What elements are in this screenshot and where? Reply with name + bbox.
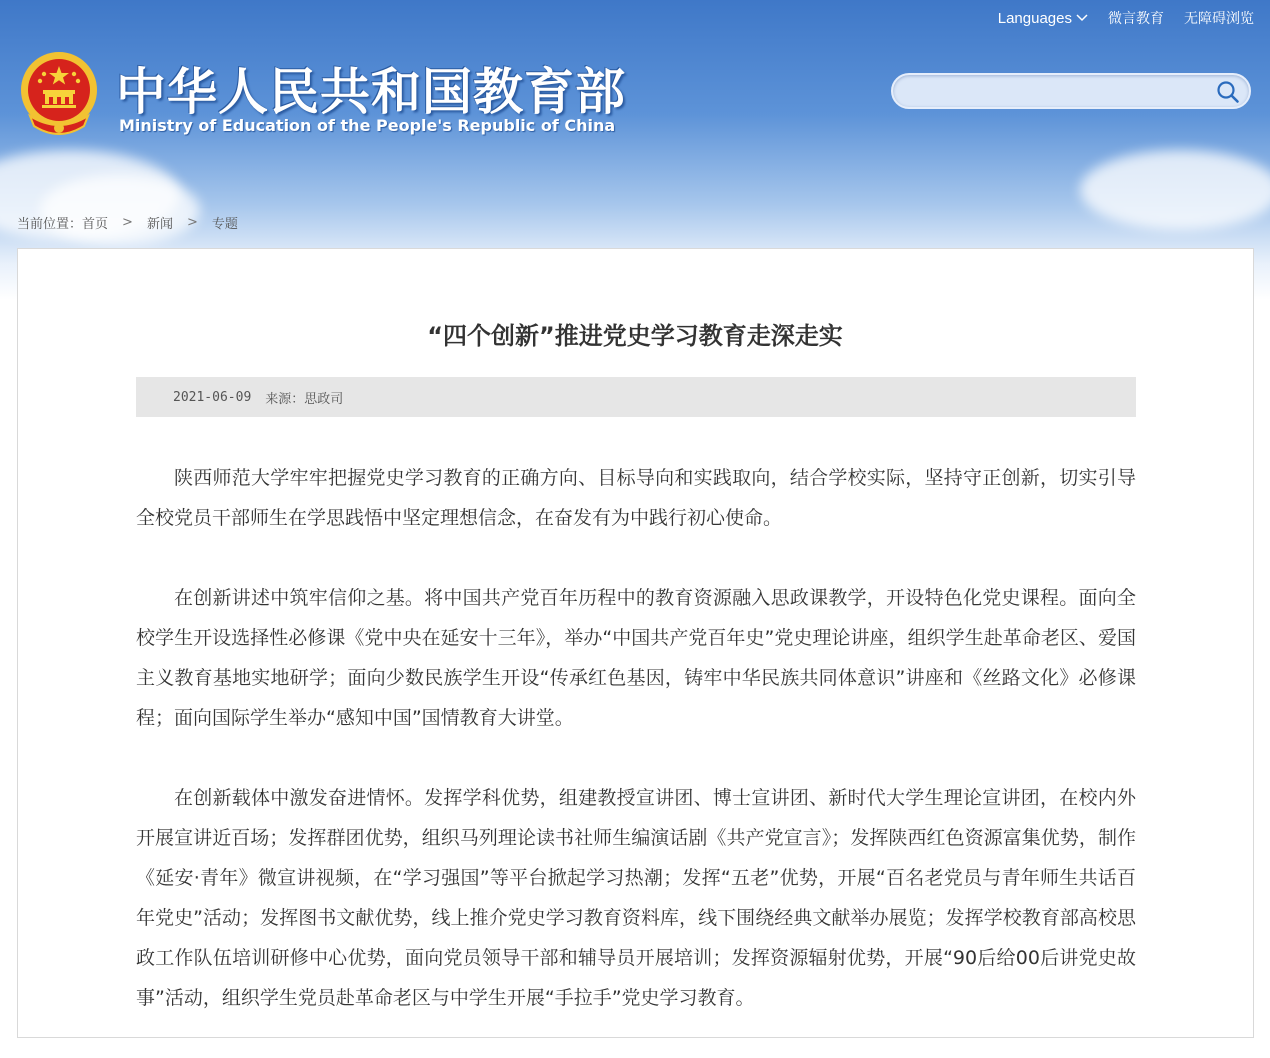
article-paragraph: 在创新载体中激发奋进情怀。发挥学科优势，组建教授宣讲团、博士宣讲团、新时代大学生理论宣讲团，在校内外开展宣讲近百场；发挥群团优势，组织马列理论读书社师生编演话剧《共产党宣言》；发挥陕西红色资源富集优势，制作《延安·青年》微宣讲视频，在“学习强国”等平台掀起学习热潮；发挥“五老”优势，开展“百名老党员与青年师生共话百年党史”活动；发挥图书文献优势，线上推介党史学习教育资料库，线下围绕经典文献举办展览；发挥学校教育部高校思政工作队伍培训研修中心优势，面向党员领导干部和辅导员开展培训；发挥资源辐射优势，开展“90后给00后讲党史故事”活动，组织学生党员赴革命老区与中学生开展“手拉手”党史学习教育。 <box>136 787 1136 1009</box>
breadcrumb-news[interactable]: 新闻 <box>146 217 173 232</box>
article-body <box>136 458 1136 1058</box>
article-meta <box>136 377 1136 417</box>
languages-dropdown[interactable] <box>998 10 1088 27</box>
article-date: 2021-06-09 <box>173 389 252 405</box>
search-input[interactable] <box>907 80 1211 104</box>
chevron-down-icon <box>1076 14 1088 22</box>
article-title: “四个创新”推进党史学习教育走深走实 <box>427 322 843 350</box>
cloud-decoration <box>40 175 200 245</box>
search-icon[interactable] <box>1215 79 1241 105</box>
chevron-right-icon: > <box>122 215 133 230</box>
weiyan-link[interactable]: 微言教育 <box>1108 11 1164 27</box>
accessible-browsing-link[interactable]: 无障碍浏览 <box>1184 11 1254 27</box>
site-subtitle[interactable]: Ministry of Education of the People's Republic of China <box>119 116 616 135</box>
breadcrumb <box>17 213 238 232</box>
breadcrumb-label: 当前位置： <box>17 217 83 232</box>
breadcrumb-home[interactable]: 首页 <box>82 217 109 232</box>
article-paragraph: 在创新讲述中筑牢信仰之基。将中国共产党百年历程中的教育资源融入思政课教学，开设特色化党史课程。面向全校学生开设选择性必修课《党中央在延安十三年》，举办“中国共产党百年史”党史理论讲座，组织学生赴革命老区、爱国主义教育基地实地研学；面向少数民族学生开设“传承红色基因，铸牢中华民族共同体意识”讲座和《丝路文化》必修课程；面向国际学生举办“感知中国”国情教育大讲堂。 <box>136 587 1136 729</box>
article-paragraph: 陕西师范大学牢牢把握党史学习教育的正确方向、目标导向和实践取向，结合学校实际，坚持守正创新，切实引导全校党员干部师生在学思践悟中坚定理想信念，在奋发有为中践行初心使命。 <box>136 467 1136 529</box>
article-source: 来源：思政司 <box>265 391 344 407</box>
cloud-decoration <box>1080 150 1270 230</box>
languages-label: Languages <box>997 9 1072 27</box>
national-emblem-icon[interactable] <box>18 50 100 138</box>
chevron-right-icon: > <box>186 215 198 230</box>
search-box <box>891 73 1251 109</box>
site-title[interactable]: 中华人民共和国教育部 <box>116 62 626 121</box>
top-navigation <box>998 8 1254 28</box>
breadcrumb-topic[interactable]: 专题 <box>211 217 238 232</box>
